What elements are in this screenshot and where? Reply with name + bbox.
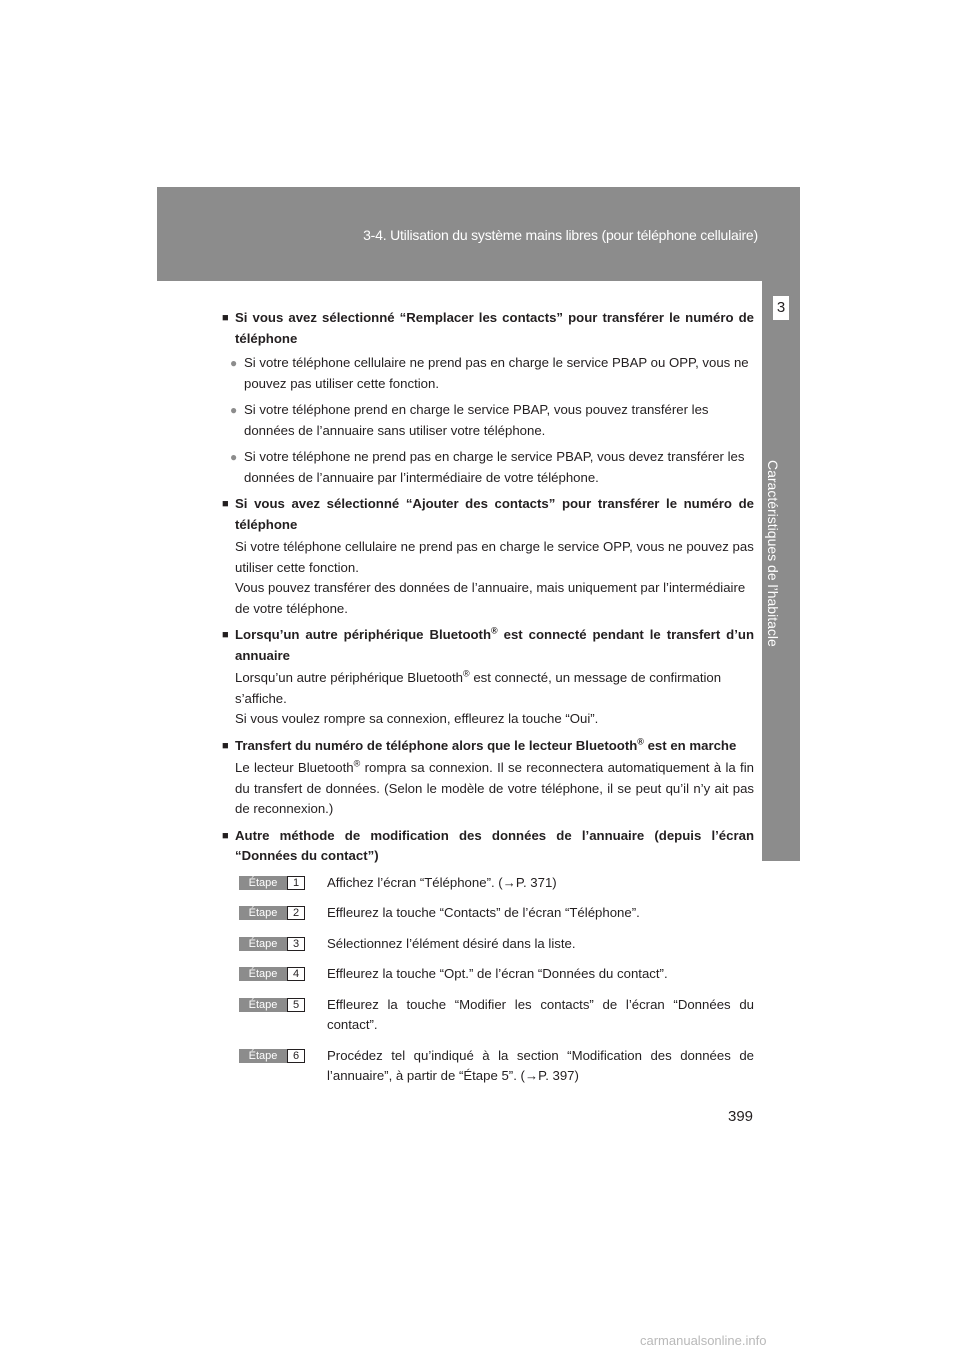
chapter-number: 3 — [773, 296, 789, 320]
section-heading: ■ Lorsqu’un autre périphérique Bluetooth® est connecté pendant le transfert d’un annuaire — [222, 625, 754, 666]
section-heading: ■ Si vous avez sélectionné “Ajouter des contacts” pour transférer le numéro de téléphone — [222, 494, 754, 535]
step-list — [239, 873, 754, 1087]
section-replace-contacts — [222, 308, 754, 488]
section-heading: ■ Transfert du numéro de téléphone alors que le lecteur Bluetooth® est en marche — [222, 736, 754, 757]
section-other-method — [222, 826, 754, 1087]
step-badge: Étape 6 — [239, 1049, 305, 1063]
section-heading: ■ Si vous avez sélectionné “Remplacer les contacts” pour transférer le numéro de téléphone — [222, 308, 754, 349]
circle-bullet-icon: ● — [230, 450, 238, 464]
circle-bullet-icon: ● — [230, 403, 238, 417]
square-bullet-icon: ■ — [222, 739, 229, 752]
registered-mark: ® — [353, 758, 361, 769]
main-content — [222, 308, 754, 1097]
watermark-text: carmanualsonline.info — [640, 1333, 767, 1348]
section-body: Si votre téléphone cellulaire ne prend pas en charge le service OPP, vous ne pouvez pas utiliser cette fonction. Vous pouvez transférer des données de l’annuaire, mais uniquement par l’intermédiaire de votre téléphone. — [235, 539, 754, 616]
step-badge: Étape 2 — [239, 906, 305, 920]
registered-mark: ® — [463, 668, 470, 679]
section-bluetooth-player — [222, 736, 754, 820]
section-add-contacts — [222, 494, 754, 619]
step-item: Étape 3 Sélectionnez l’élément désiré dans la liste. — [239, 934, 754, 955]
list-item: ● Si votre téléphone ne prend pas en charge le service PBAP, vous devez transférer les données de l’annuaire par l’intermédiaire de votre téléphone. — [230, 447, 754, 488]
list-item: ● Si votre téléphone prend en charge le service PBAP, vous pouvez transférer les données de l’annuaire sans utiliser votre téléphone. — [230, 400, 754, 441]
section-heading: ■ Autre méthode de modification des données de l’annuaire (depuis l’écran “Données du contact”) — [222, 826, 754, 867]
square-bullet-icon: ■ — [222, 498, 229, 510]
square-bullet-icon: ■ — [222, 829, 229, 842]
registered-mark: ® — [637, 736, 644, 747]
step-item: Étape 6 Procédez tel qu’indiqué à la section “Modification des données de l’annuaire”, à partir de “Étape 5”. (→P. 397) — [239, 1046, 754, 1087]
circle-bullet-icon: ● — [230, 356, 238, 370]
registered-mark: ® — [491, 625, 498, 636]
step-item: Étape 1 Affichez l’écran “Téléphone”. (→P. 371) — [239, 873, 754, 894]
step-item: Étape 5 Effleurez la touche “Modifier les contacts” de l’écran “Données du contact”. — [239, 995, 754, 1036]
square-bullet-icon: ■ — [222, 312, 229, 324]
step-badge: Étape 1 — [239, 876, 305, 890]
square-bullet-icon: ■ — [222, 629, 229, 641]
chapter-label: Caractéristiques de l’habitacle — [765, 460, 781, 647]
step-badge: Étape 5 — [239, 998, 305, 1012]
list-item: ● Si votre téléphone cellulaire ne prend pas en charge le service PBAP ou OPP, vous ne pouvez pas utiliser cette fonction. — [230, 353, 754, 394]
section-body: Le lecteur Bluetooth® rompra sa connexion. Il se reconnectera automatiquement à la fin du transfert de données. (Selon le modèle de votre téléphone, il se peut qu’il n’y ait pas de reconnexion.) — [235, 758, 754, 816]
page-number: 399 — [728, 1108, 754, 1125]
step-item: Étape 4 Effleurez la touche “Opt.” de l’écran “Données du contact”. — [239, 964, 754, 985]
section-other-bluetooth-device — [222, 625, 754, 730]
step-item: Étape 2 Effleurez la touche “Contacts” de l’écran “Téléphone”. — [239, 903, 754, 924]
step-badge: Étape 3 — [239, 937, 305, 951]
section-body: Lorsqu’un autre périphérique Bluetooth® est connecté, un message de confirmation s’affiche. Si vous voulez rompre sa connexion, effleurez la touche “Oui”. — [235, 668, 722, 726]
section-title: 3-4. Utilisation du système mains libres (pour téléphone cellulaire) — [363, 227, 758, 243]
section-header-bar — [157, 187, 800, 281]
step-badge: Étape 4 — [239, 967, 305, 981]
